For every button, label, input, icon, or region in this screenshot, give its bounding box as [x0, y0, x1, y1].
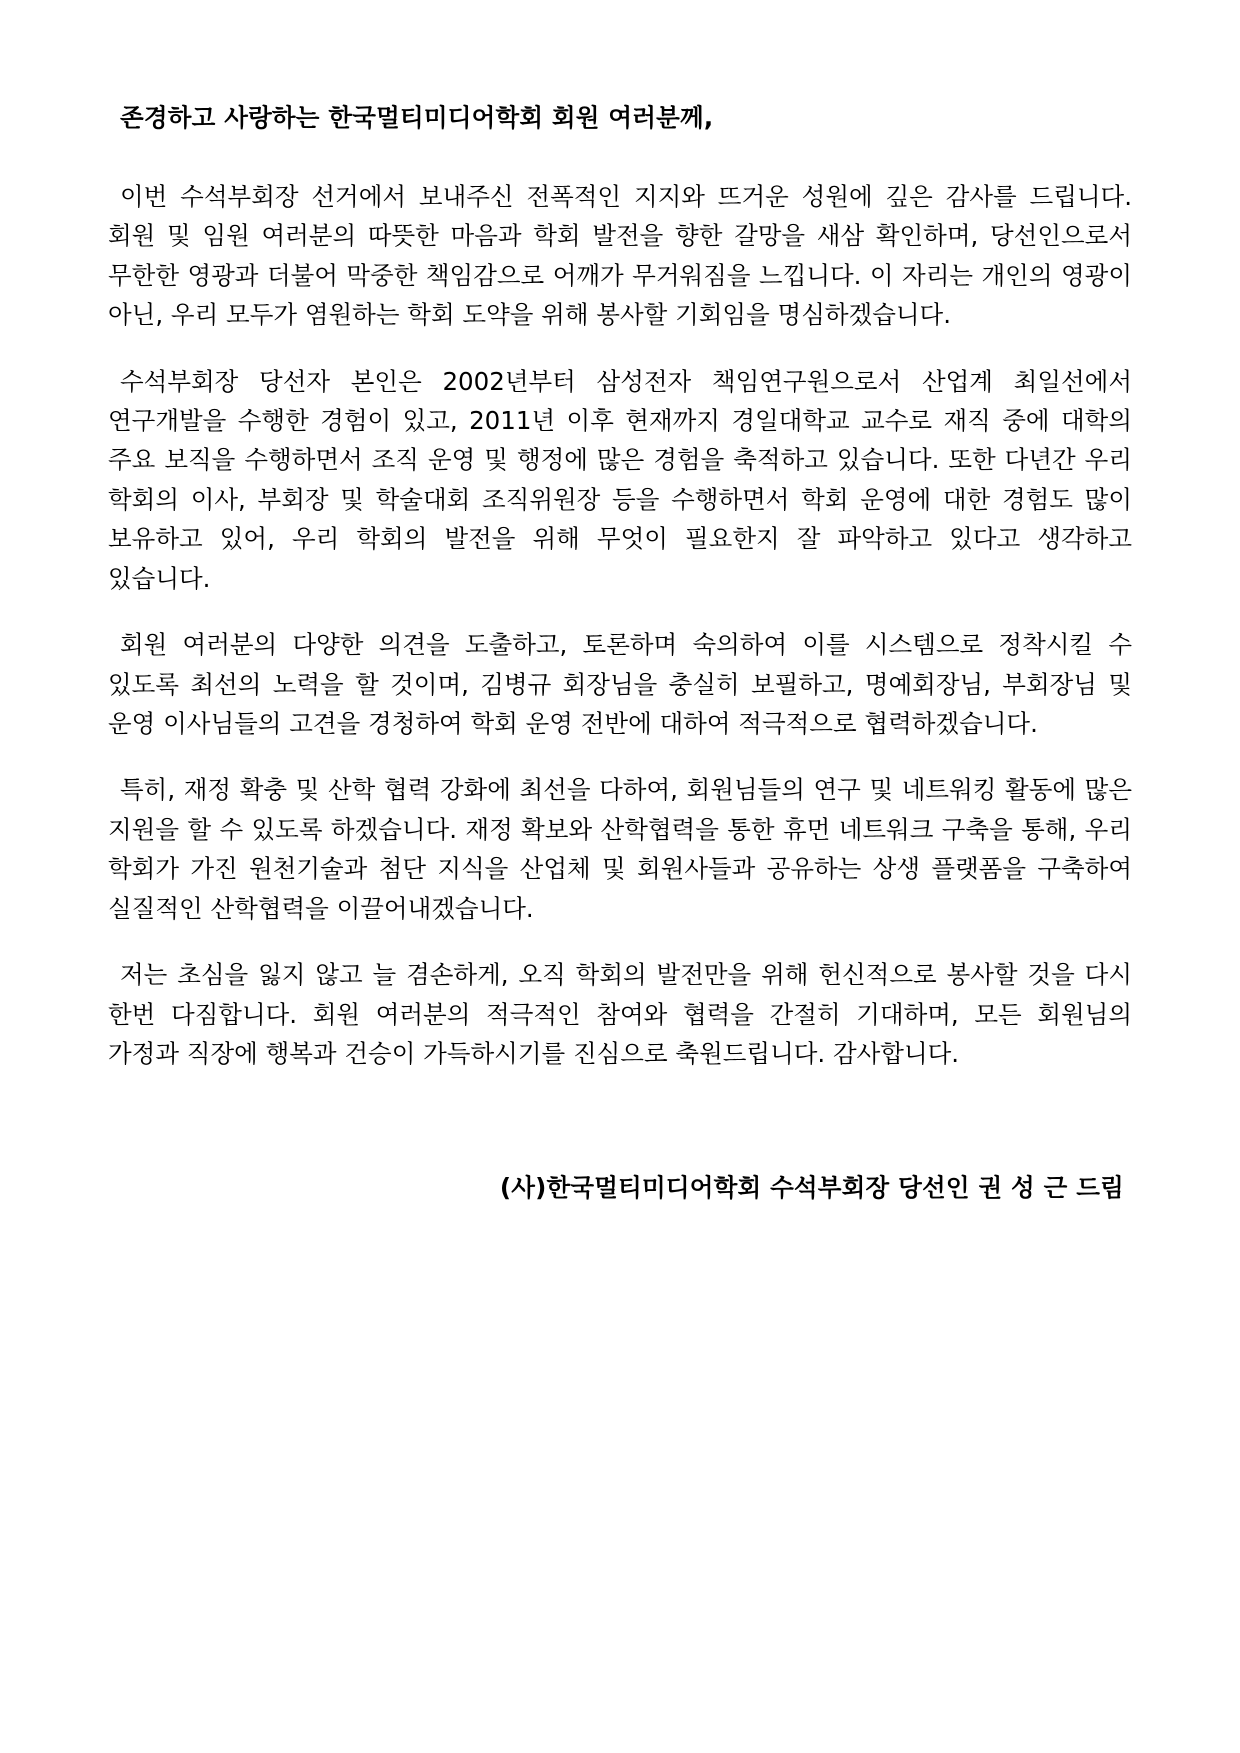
paragraph-5: 저는 초심을 잃지 않고 늘 겸손하게, 오직 학회의 발전만을 위해 헌신적으로 봉사할 것을 다시 한번 다짐합니다. 회원 여러분의 적극적인 참여와 협력을 간절히 기대하며, 모든 회원님의 가정과 직장에 행복과 건승이 가득하시기를 진심으로 축원드립니다. 감사합니다.	[108, 960, 1132, 1069]
paragraph-3: 회원 여러분의 다양한 의견을 도출하고, 토론하며 숙의하여 이를 시스템으로 정착시킬 수 있도록 최선의 노력을 할 것이며, 김병규 회장님을 충실히 보필하고, 명예회장님, 부회장님 및 운영 이사님들의 고견을 경청하여 학회 운영 전반에 대하여 적극적으로 협력하겠습니다.	[108, 630, 1132, 738]
signature-block	[108, 1170, 1132, 1207]
paragraph-4: 특히, 재정 확충 및 산학 협력 강화에 최선을 다하여, 회원님들의 연구 및 네트워킹 활동에 많은 지원을 할 수 있도록 하겠습니다. 재정 확보와 산학협력을 통한 휴먼 네트워크 구축을 통해, 우리 학회가 가진 원천기술과 첨단 지식을 산업체 및 회원사들과 공유하는 상생 플랫폼을 구축하여 실질적인 산학협력을 이끌어내겠습니다.	[108, 775, 1132, 923]
paragraph-1: 이번 수석부회장 선거에서 보내주신 전폭적인 지지와 뜨거운 성원에 깊은 감사를 드립니다. 회원 및 임원 여러분의 따뜻한 마음과 학회 발전을 향한 갈망을 새삼 확인하며, 당선인으로서 무한한 영광과 더불어 막중한 책임감으로 어깨가 무거워짐을 느낍니다. 이 자리는 개인의 영광이 아닌, 우리 모두가 염원하는 학회 도약을 위해 봉사할 기회임을 명심하겠습니다.	[108, 181, 1132, 330]
paragraph-2: 수석부회장 당선자 본인은 2002년부터 삼성전자 책임연구원으로서 산업계 최일선에서 연구개발을 수행한 경험이 있고, 2011년 이후 현재까지 경일대학교 교수로 재직 중에 대학의 주요 보직을 수행하면서 조직 운영 및 행정에 많은 경험을 축적하고 있습니다. 또한 다년간 우리 학회의 이사, 부회장 및 학술대회 조직위원장 등을 수행하면서 학회 운영에 대한 경험도 많이 보유하고 있어, 우리 학회의 발전을 위해 무엇이 필요한지 잘 파악하고 있다고 생각하고 있습니다.	[108, 366, 1132, 593]
signature-line: (사)한국멀티미디어학회 수석부회장 당선인 권 성 근 드림	[499, 1172, 1124, 1202]
page-title: 존경하고 사랑하는 한국멀티미디어학회 회원 여러분께,	[120, 103, 714, 132]
